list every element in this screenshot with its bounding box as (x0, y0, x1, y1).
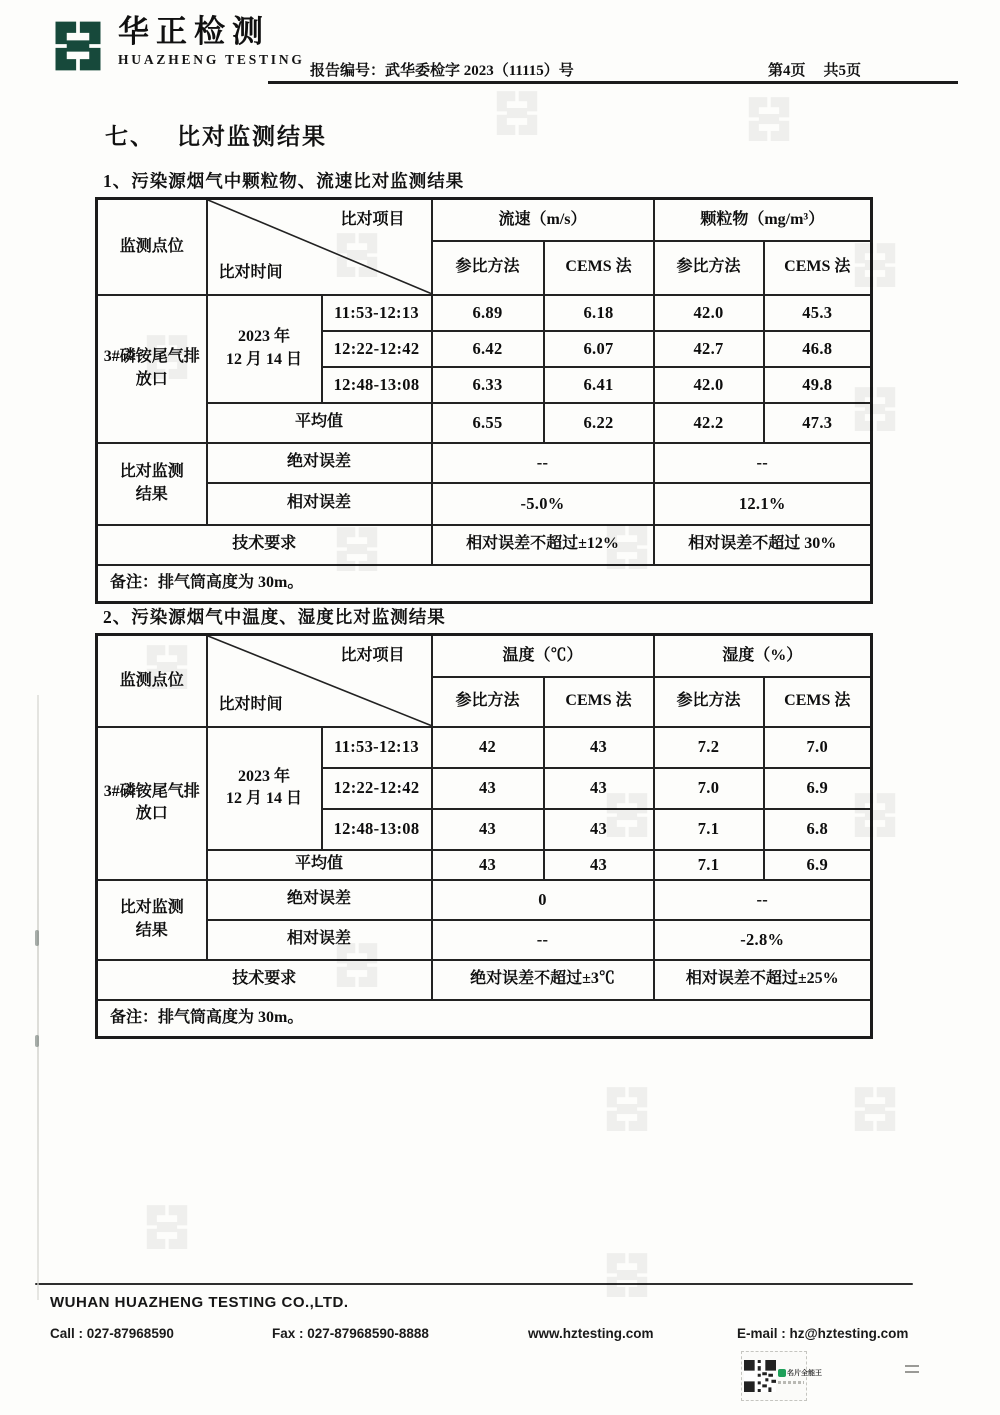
t2-tech-hum: 相对误差不超过±25% (654, 960, 872, 1000)
t1-tech-dust: 相对误差不超过 30% (654, 525, 872, 565)
t1-result-label: 比对监测结果 (97, 443, 207, 525)
t1-flow-cems-3: 6.41 (544, 367, 654, 403)
footer-company-name: WUHAN HUAZHENG TESTING CO.,LTD. (50, 1294, 349, 1311)
t2-temp-cems-avg: 43 (544, 850, 654, 880)
t2-temp-ref-3: 43 (432, 809, 544, 850)
footer-email: E-mail : hz@hztesting.com (737, 1326, 909, 1341)
t1-flow-ref-3: 6.33 (432, 367, 544, 403)
section-number: 七、 (105, 123, 155, 149)
t2-hum-cems-3: 6.8 (764, 809, 872, 850)
t1-note: 备注：排气筒高度为 30m。 (97, 565, 872, 603)
table-row-tech-requirement (97, 960, 872, 1000)
scan-app-name: 名片全能王 (787, 1370, 822, 1377)
page-watermark-icon (742, 92, 796, 151)
t2-temp-cems-1: 43 (544, 727, 654, 768)
t1-time-3: 12:48-13:08 (322, 367, 432, 403)
t2-sub-cems-hum: CEMS 法 (764, 677, 872, 727)
t2-time-2: 12:22-12:42 (322, 768, 432, 809)
t2-hum-cems-1: 7.0 (764, 727, 872, 768)
t2-point-header: 监测点位 (97, 635, 207, 727)
t1-tech-flow: 相对误差不超过±12% (432, 525, 654, 565)
t1-flow-ref-1: 6.89 (432, 295, 544, 331)
t1-flow-ref-2: 6.42 (432, 331, 544, 367)
t1-dust-cems-1: 45.3 (764, 295, 872, 331)
page-indicator (768, 59, 879, 80)
t1-tech-label: 技术要求 (97, 525, 432, 565)
page-total: 共5页 (823, 63, 862, 79)
t2-sub-ref-hum: 参比方法 (654, 677, 764, 727)
page-watermark-icon (848, 1082, 902, 1141)
t1-rel-error-label: 相对误差 (207, 483, 432, 525)
t2-abs-error-temp: 0 (432, 880, 654, 920)
company-name-cn: 华正检测 (118, 14, 270, 49)
t2-temp-cems-3: 43 (544, 809, 654, 850)
scan-app-caption-blur (778, 1381, 804, 1384)
t2-time-3: 12:48-13:08 (322, 809, 432, 850)
footer-phone: Call : 027-87968590 (50, 1326, 174, 1341)
t1-dust-ref-3: 42.0 (654, 367, 764, 403)
page-watermark-icon (600, 1082, 654, 1141)
table-row-average (97, 850, 872, 880)
t1-abs-error-label: 绝对误差 (207, 443, 432, 483)
comparison-table-flow-particulate (95, 197, 873, 604)
scan-artifact-speck (35, 1035, 39, 1047)
t1-sub-ref-flow: 参比方法 (432, 241, 544, 295)
company-logo-block (48, 16, 305, 76)
t1-dust-cems-2: 46.8 (764, 331, 872, 367)
t2-note: 备注：排气筒高度为 30m。 (97, 1000, 872, 1038)
company-logo-icon (48, 16, 108, 76)
table-row-rel-error (97, 483, 872, 525)
t2-avg-label: 平均值 (207, 850, 432, 880)
scan-artifact-equals (905, 1365, 919, 1377)
t2-group-humidity: 湿度（%） (654, 635, 872, 677)
t1-dust-ref-2: 42.7 (654, 331, 764, 367)
t1-monitoring-point: 3#磷铵尾气排放口 (97, 295, 207, 443)
t2-temp-ref-2: 43 (432, 768, 544, 809)
report-number: 报告编号：武华委检字 2023（11115）号 (310, 63, 574, 79)
footer-divider (35, 1283, 913, 1285)
t1-time-1: 11:53-12:13 (322, 295, 432, 331)
table2-subtitle: 2、污染源烟气中温度、湿度比对监测结果 (103, 607, 446, 627)
header-divider (268, 81, 958, 84)
t2-rel-error-label: 相对误差 (207, 920, 432, 960)
t2-hum-cems-avg: 6.9 (764, 850, 872, 880)
table-row (97, 295, 872, 331)
t1-abs-error-dust: -- (654, 443, 872, 483)
company-name-en: HUAZHENG TESTING (118, 51, 305, 67)
t2-temp-ref-1: 42 (432, 727, 544, 768)
t2-date: 2023 年 12 月 14 日 (207, 727, 322, 850)
table-row-note (97, 565, 872, 603)
t2-monitoring-point: 3#磷铵尾气排放口 (97, 727, 207, 880)
t1-dust-ref-avg: 42.2 (654, 403, 764, 443)
t1-sub-ref-dust: 参比方法 (654, 241, 764, 295)
t1-dust-cems-3: 49.8 (764, 367, 872, 403)
table-row-abs-error (97, 443, 872, 483)
scan-artifact-speck (35, 930, 39, 946)
t2-rel-error-hum: -2.8% (654, 920, 872, 960)
t1-sub-cems-flow: CEMS 法 (544, 241, 654, 295)
t2-hum-ref-2: 7.0 (654, 768, 764, 809)
section-title (105, 118, 327, 151)
t2-time-1: 11:53-12:13 (322, 727, 432, 768)
t1-flow-cems-1: 6.18 (544, 295, 654, 331)
t2-sub-cems-temp: CEMS 法 (544, 677, 654, 727)
footer-website: www.hztesting.com (528, 1326, 654, 1341)
t2-hum-ref-avg: 7.1 (654, 850, 764, 880)
page-watermark-icon (600, 1248, 654, 1307)
table-row-rel-error (97, 920, 872, 960)
t1-flow-cems-avg: 6.22 (544, 403, 654, 443)
t2-diag-time-label: 比对时间 (218, 696, 283, 714)
t1-time-2: 12:22-12:42 (322, 331, 432, 367)
t1-group-flow: 流速（m/s） (432, 199, 654, 241)
t2-result-label: 比对监测结果 (97, 880, 207, 960)
t2-abs-error-hum: -- (654, 880, 872, 920)
t2-group-temperature: 温度（℃） (432, 635, 654, 677)
t1-dust-ref-1: 42.0 (654, 295, 764, 331)
table-row (97, 727, 872, 768)
table-row-note (97, 1000, 872, 1038)
t1-sub-cems-dust: CEMS 法 (764, 241, 872, 295)
page-watermark-icon (490, 86, 544, 145)
t2-diag-item-label: 比对项目 (340, 647, 405, 664)
t1-dust-cems-avg: 47.3 (764, 403, 872, 443)
t2-sub-ref-temp: 参比方法 (432, 677, 544, 727)
t2-temp-ref-avg: 43 (432, 850, 544, 880)
t1-diag-item-label: 比对项目 (340, 211, 405, 228)
scan-artifact-edge-line (37, 695, 39, 1300)
qr-code-icon (744, 1360, 776, 1392)
t1-abs-error-flow: -- (432, 443, 654, 483)
t1-group-particulate: 颗粒物（mg/m³） (654, 199, 872, 241)
t1-diagonal-header (207, 199, 432, 295)
table-row-average (97, 403, 872, 443)
t2-tech-label: 技术要求 (97, 960, 432, 1000)
table-row-tech-requirement (97, 525, 872, 565)
t1-flow-ref-avg: 6.55 (432, 403, 544, 443)
table1-subtitle: 1、污染源烟气中颗粒物、流速比对监测结果 (103, 171, 465, 191)
t1-flow-cems-2: 6.07 (544, 331, 654, 367)
footer-fax: Fax : 027-87968590-8888 (272, 1326, 429, 1341)
t2-hum-ref-1: 7.2 (654, 727, 764, 768)
t1-rel-error-flow: -5.0% (432, 483, 654, 525)
t2-diagonal-header (207, 635, 432, 727)
comparison-table-temp-humidity (95, 633, 873, 1039)
t2-hum-cems-2: 6.9 (764, 768, 872, 809)
table-row-abs-error (97, 880, 872, 920)
page-watermark-icon (140, 1200, 194, 1259)
scan-app-watermark (741, 1351, 822, 1401)
t2-rel-error-temp: -- (432, 920, 654, 960)
page-current: 第4页 (768, 63, 806, 79)
t2-temp-cems-2: 43 (544, 768, 654, 809)
t1-date: 2023 年 12 月 14 日 (207, 295, 322, 403)
t1-avg-label: 平均值 (207, 403, 432, 443)
section-text: 比对监测结果 (177, 123, 327, 149)
t1-point-header: 监测点位 (97, 199, 207, 295)
t2-abs-error-label: 绝对误差 (207, 880, 432, 920)
scan-app-badge-icon (778, 1369, 786, 1377)
t1-diag-time-label: 比对时间 (218, 264, 283, 282)
t2-hum-ref-3: 7.1 (654, 809, 764, 850)
t1-rel-error-dust: 12.1% (654, 483, 872, 525)
t2-tech-temp: 绝对误差不超过±3℃ (432, 960, 654, 1000)
